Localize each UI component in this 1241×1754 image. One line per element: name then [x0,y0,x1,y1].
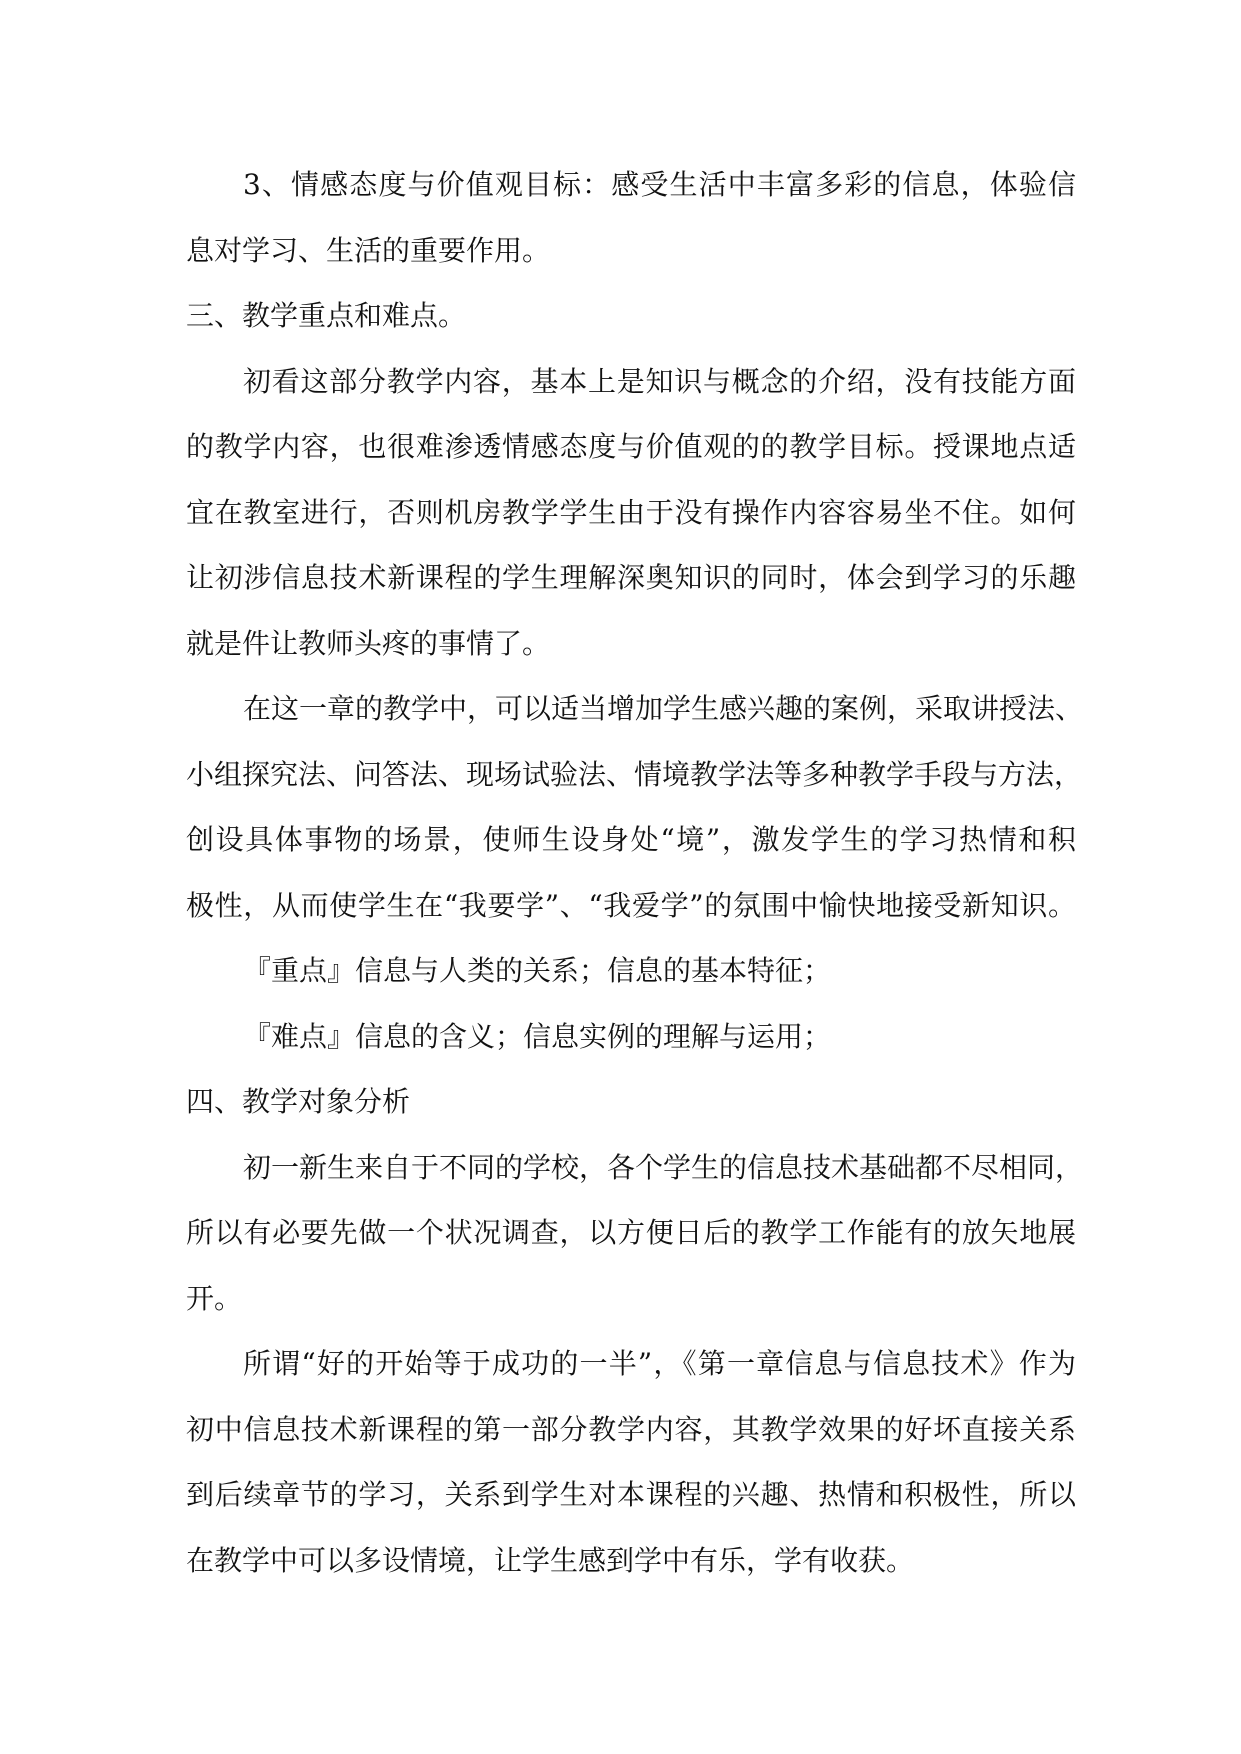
heading-text: 三、教学重点和难点。 [186,299,467,332]
heading-text: 四、教学对象分析 [186,1085,411,1118]
text-line: 初一新生来自于不同的学校，各个学生的信息技术基础都不尽相同， [243,1150,1084,1184]
text-line: 所以有必要先做一个状况调查，以方便日后的教学工作能有的放矢地展 [186,1216,1076,1249]
text-line: 到后续章节的学习，关系到学生对本课程的兴趣、热情和积极性，所以 [186,1478,1076,1511]
text-line: 小组探究法、问答法、现场试验法、情境教学法等多种教学手段与方法， [186,757,1083,791]
text-line: 初看这部分教学内容，基本上是知识与概念的介绍，没有技能方面 [243,364,1076,398]
text-line: 初中信息技术新课程的第一部分教学内容，其教学效果的好坏直接关系 [186,1412,1076,1446]
text-line: 的教学内容，也很难渗透情感态度与价值观的的教学目标。授课地点适 [186,430,1076,463]
text-line: 『难点』信息的含义；信息实例的理解与运用； [243,1019,832,1053]
document-body [186,152,1084,1593]
text-line: 极性，从而使学生在“我要学”、“我爱学”的氛围中愉快地接受新知识。 [186,888,1076,922]
text-line: 在这一章的教学中，可以适当增加学生感兴趣的案例，采取讲授法、 [243,692,1084,725]
paragraph-students [186,1135,1084,1332]
paragraph-goal-3 [186,152,1076,283]
paragraph-methods [186,676,1084,938]
key-point [186,938,1076,1004]
text-line: 宜在教室进行，否则机房教学学生由于没有操作内容容易坐不住。如何 [186,495,1076,529]
text-line: 『重点』信息与人类的关系；信息的基本特征； [243,954,832,987]
text-line: 开。 [186,1281,243,1315]
text-line: 在教学中可以多设情境，让学生感到学中有乐，学有收获。 [186,1543,915,1577]
difficult-point [186,1004,1076,1070]
text-line: 让初涉信息技术新课程的学生理解深奥知识的同时，体会到学习的乐趣 [186,561,1076,594]
text-line: 所谓“好的开始等于成功的一半”，《第一章信息与信息技术》作为 [243,1347,1076,1380]
section-heading-key-and-difficult-points [186,283,1076,349]
text-line: 创设具体事物的场景，使师生设身处“境”，激发学生的学习热情和积 [186,823,1076,856]
text-line: 息对学习、生活的重要作用。 [186,233,551,267]
text-line: 就是件让教师头疼的事情了。 [186,626,551,660]
section-heading-student-analysis [186,1069,1076,1135]
paragraph-first-look [186,349,1076,677]
paragraph-good-start [186,1331,1076,1593]
text-line: 3、情感态度与价值观目标：感受生活中丰富多彩的信息，体验信 [243,168,1076,201]
